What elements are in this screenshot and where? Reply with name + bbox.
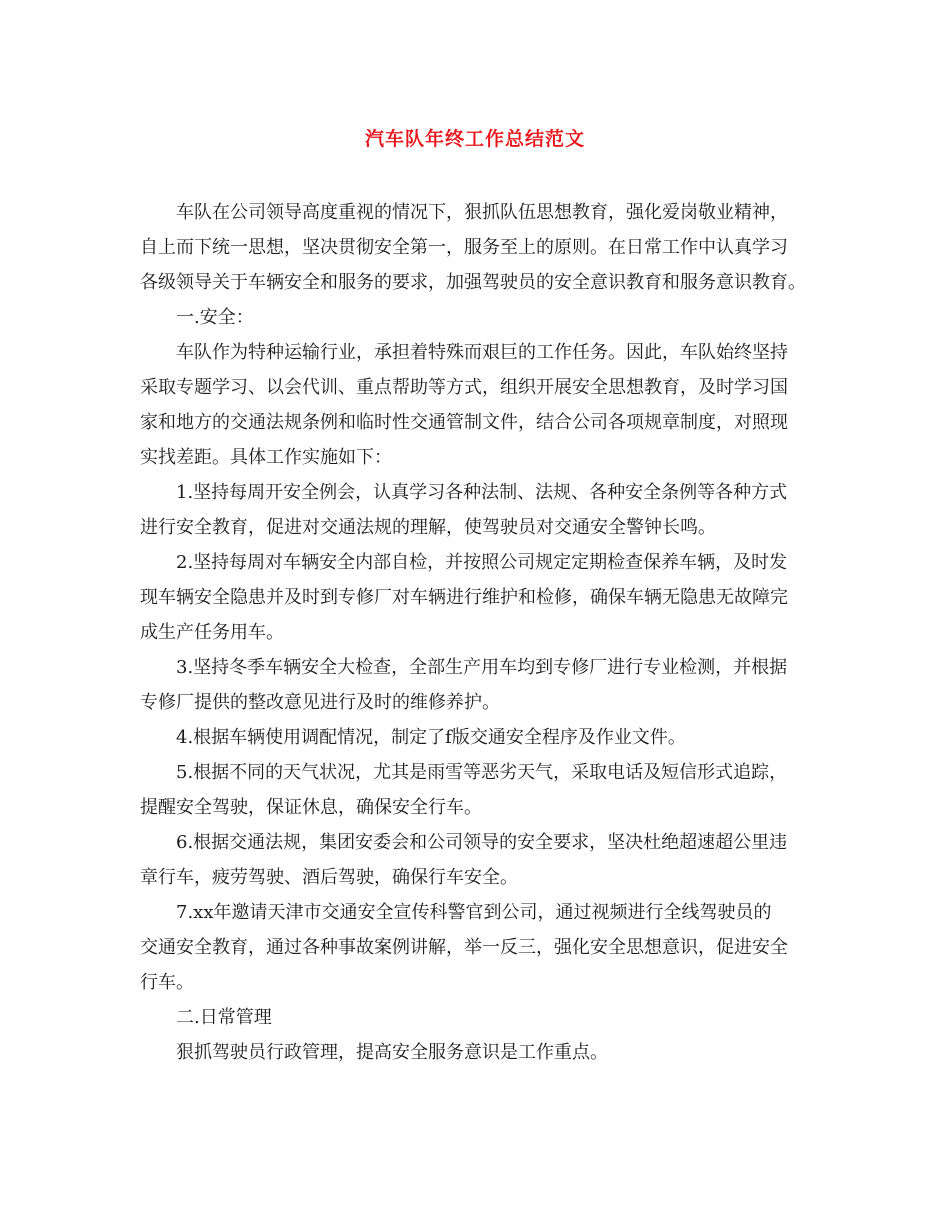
- section-heading: [140, 1000, 820, 1035]
- document-title: 汽车队年终工作总结范文: [364, 128, 585, 150]
- text-line: 进行安全教育，促进对交通法规的理解，使驾驶员对交通安全警钟长鸣。: [140, 517, 716, 538]
- text-line: 1.坚持每周开安全例会，认真学习各种法制、法规、各种安全条例等各种方式: [176, 482, 788, 503]
- text-line: 5.根据不同的天气状况，尤其是雨雪等恶劣天气，采取电话及短信形式追踪，: [176, 762, 788, 783]
- text-line: 交通安全教育，通过各种事故案例讲解，举一反三，强化安全思想意识，促进安全: [140, 937, 788, 958]
- list-item: [140, 895, 820, 1000]
- text-line: 2.坚持每周对车辆安全内部自检，并按照公司规定定期检查保养车辆，及时发: [176, 552, 788, 573]
- text-line: 7.xx年邀请天津市交通安全宣传科警官到公司，通过视频进行全线驾驶员的: [176, 902, 772, 923]
- text-line: 家和地方的交通法规条例和临时性交通管制文件，结合公司各项规章制度，对照现: [140, 412, 788, 433]
- text-line: 3.坚持冬季车辆安全大检查，全部生产用车均到专修厂进行专业检测，并根据: [176, 657, 788, 678]
- text-line: 采取专题学习、以会代训、重点帮助等方式，组织开展安全思想教育，及时学习国: [140, 377, 788, 398]
- text-line: 实找差距。具体工作实施如下：: [140, 447, 392, 468]
- document-body: [140, 195, 820, 1070]
- text-line: 行车。: [140, 972, 194, 993]
- list-item: [140, 475, 820, 545]
- section-heading: [140, 300, 820, 335]
- text-line: 车队在公司领导高度重视的情况下，狠抓队伍思想教育，强化爱岗敬业精神，: [176, 202, 788, 223]
- text-line: 二.日常管理: [176, 1007, 272, 1028]
- text-line: 6.根据交通法规，集团安委会和公司领导的安全要求，坚决杜绝超速超公里违: [176, 832, 788, 853]
- list-item: [140, 650, 820, 720]
- list-item: [140, 720, 820, 755]
- list-item: [140, 545, 820, 650]
- text-line: 一.安全：: [176, 307, 254, 328]
- text-line: 车队作为特种运输行业，承担着特殊而艰巨的工作任务。因此，车队始终坚持: [176, 342, 788, 363]
- paragraph: [140, 1035, 820, 1070]
- list-item: [140, 825, 820, 895]
- text-line: 专修厂提供的整改意见进行及时的维修养护。: [140, 692, 500, 713]
- text-line: 现车辆安全隐患并及时到专修厂对车辆进行维护和检修，确保车辆无隐患无故障完: [140, 587, 788, 608]
- paragraph: [140, 195, 820, 300]
- text-line: 4.根据车辆使用调配情况，制定了f版交通安全程序及作业文件。: [176, 727, 686, 748]
- list-item: [140, 755, 820, 825]
- text-line: 狠抓驾驶员行政管理，提高安全服务意识是工作重点。: [176, 1042, 608, 1063]
- text-line: 提醒安全驾驶，保证休息，确保安全行车。: [140, 797, 482, 818]
- text-line: 各级领导关于车辆安全和服务的要求，加强驾驶员的安全意识教育和服务意识教育。: [140, 272, 806, 293]
- paragraph: [140, 335, 820, 475]
- text-line: 章行车，疲劳驾驶、酒后驾驶，确保行车安全。: [140, 867, 518, 888]
- text-line: 成生产任务用车。: [140, 622, 284, 643]
- text-line: 自上而下统一思想，坚决贯彻安全第一，服务至上的原则。在日常工作中认真学习: [140, 237, 788, 258]
